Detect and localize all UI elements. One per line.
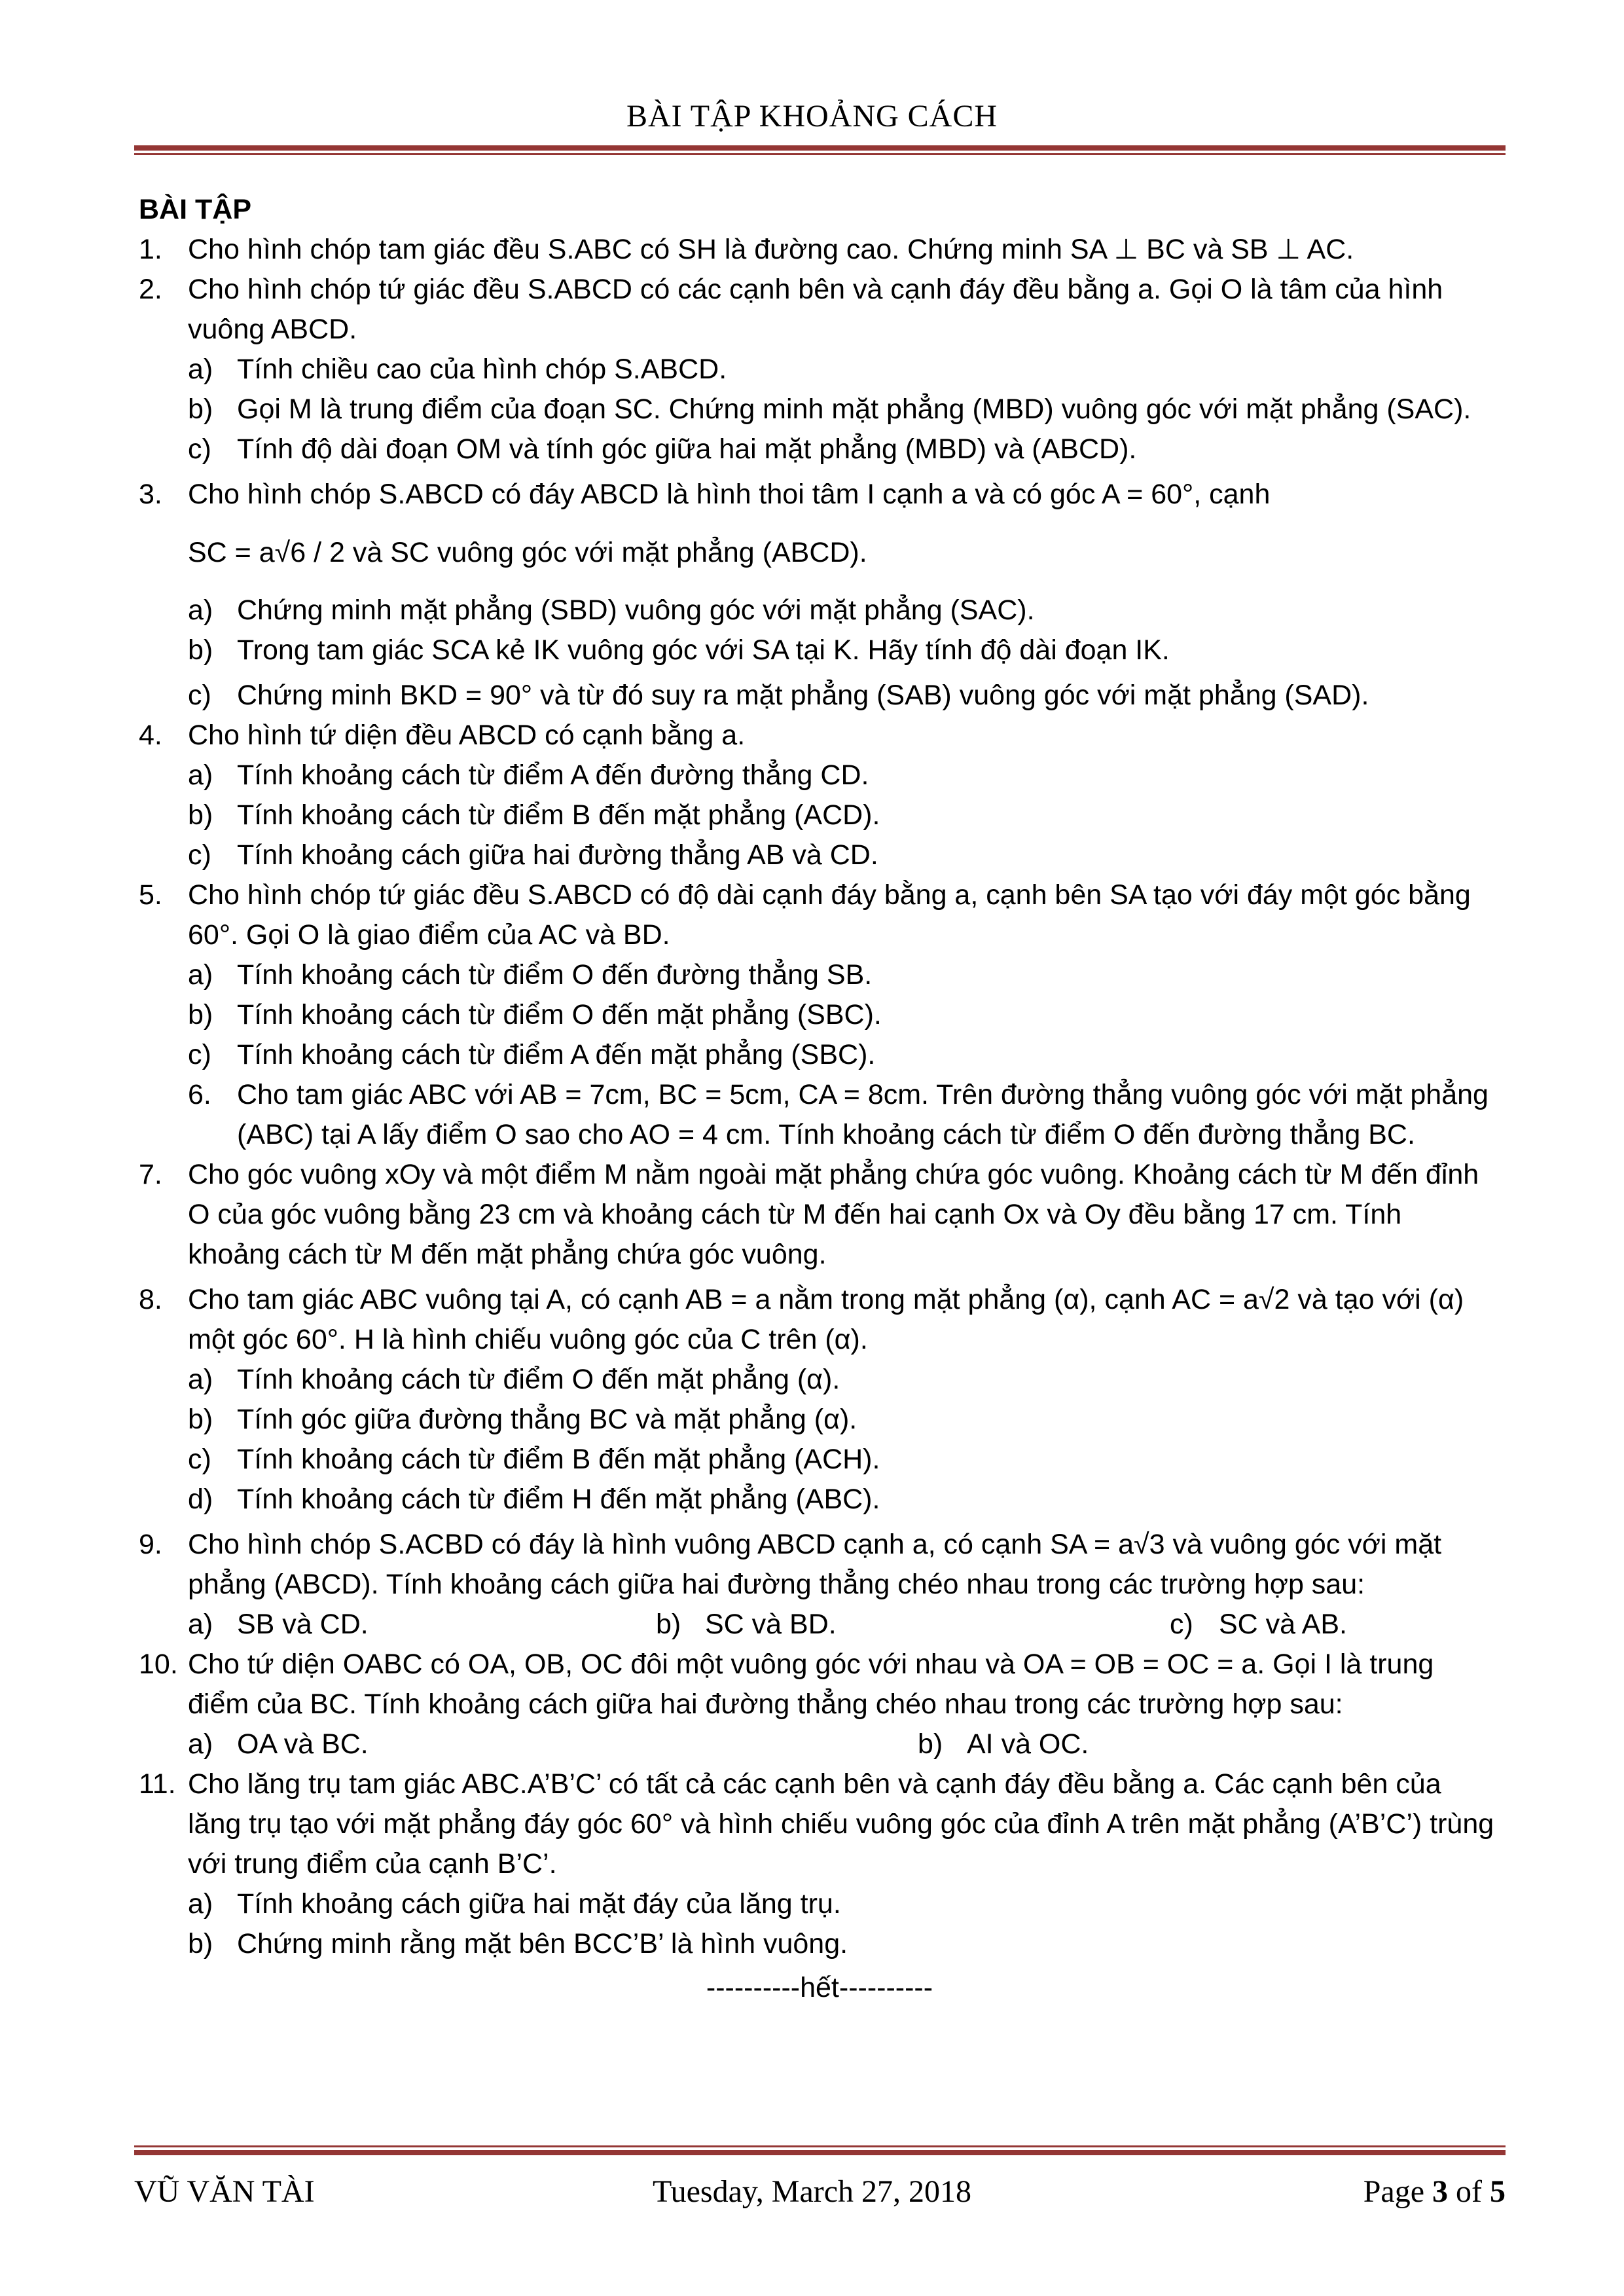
- problem-11: [139, 1764, 1500, 1884]
- problem-9-options: [139, 1605, 1500, 1645]
- problem-7: [139, 1155, 1500, 1275]
- problem-text: Cho hình chóp S.ACBD có đáy là hình vuông ABCD cạnh a, có cạnh SA = a√3 và vuông góc với mặt phẳng (ABCD). Tính khoảng cách giữa hai đường thẳng chéo nhau trong các trường hợp sau:: [188, 1529, 1442, 1600]
- footer-date: Tuesday, March 27, 2018: [652, 2174, 972, 2209]
- footer-page-number: [1363, 2174, 1506, 2210]
- problem-11-b: [139, 1924, 1500, 1964]
- page-current: 3: [1432, 2174, 1449, 2209]
- subitem-text: Tính độ dài đoạn OM và tính góc giữa hai mặt phẳng (MBD) và (ABCD).: [237, 433, 1137, 465]
- problem-text: Cho tứ diện OABC có OA, OB, OC đôi một vuông góc với nhau và OA = OB = OC = a. Gọi I là trung điểm của BC. Tính khoảng cách giữa hai đường thẳng chéo nhau trong các trường hợp sau:: [188, 1649, 1434, 1720]
- problem-text-continued: SC = a√6 / 2 và SC vuông góc với mặt phẳng (ABCD).: [188, 536, 867, 568]
- problem-4-c: [139, 835, 1500, 875]
- problem-text: Cho hình tứ diện đều ABCD có cạnh bằng a.: [188, 720, 746, 751]
- problem-9-c: [1170, 1605, 1347, 1645]
- subitem-text: SC và BD.: [705, 1609, 837, 1640]
- subitem-text: Tính góc giữa đường thẳng BC và mặt phẳng (α).: [237, 1404, 857, 1435]
- problem-4-b: [139, 795, 1500, 835]
- problem-text: Cho hình chóp tam giác đều S.ABC có SH là đường cao. Chứng minh SA ⊥ BC và SB ⊥ AC.: [188, 234, 1354, 265]
- problem-text: Cho lăng trụ tam giác ABC.A’B’C’ có tất cả các cạnh bên và cạnh đáy đều bằng a. Các cạnh bên của lăng trụ tạo với mặt phẳng đáy góc 60° và hình chiếu vuông góc của đỉnh A trên mặt phẳng (A’B’C’) trùng với trung điểm của cạnh B’C’.: [188, 1768, 1494, 1880]
- subitem-text: Tính khoảng cách giữa hai đường thẳng AB và CD.: [237, 839, 878, 871]
- problem-3-b: [139, 630, 1500, 670]
- subitem-text: Tính chiều cao của hình chóp S.ABCD.: [237, 354, 727, 385]
- problem-9: [139, 1525, 1500, 1605]
- problem-4-a: [139, 756, 1500, 795]
- problem-2-a: [139, 350, 1500, 390]
- problem-8-c: [139, 1440, 1500, 1480]
- problem-text: Cho hình chóp S.ABCD có đáy ABCD là hình thoi tâm I cạnh a và có góc A = 60°, cạnh: [188, 479, 1271, 510]
- problem-10-b: [918, 1724, 1089, 1764]
- problem-10-a: [188, 1724, 918, 1764]
- problem-10: [139, 1645, 1500, 1724]
- header-rule-thick: [134, 145, 1506, 151]
- subitem-text: Tính khoảng cách từ điểm O đến đường thẳng SB.: [237, 959, 873, 991]
- problem-5-b: [139, 995, 1500, 1035]
- subitem-label: c): [188, 433, 211, 465]
- problem-number: 3.: [139, 479, 162, 510]
- problem-text: Cho hình chóp tứ giác đều S.ABCD có độ dài cạnh đáy bằng a, cạnh bên SA tạo với đáy một góc bằng 60°. Gọi O là giao điểm của AC và BD.: [188, 879, 1471, 951]
- subitem-text: Tính khoảng cách từ điểm O đến mặt phẳng (α).: [237, 1364, 840, 1395]
- problem-text: Cho tam giác ABC với AB = 7cm, BC = 5cm, CA = 8cm. Trên đường thẳng vuông góc với mặt phẳng (ABC) tại A lấy điểm O sao cho AO = 4 cm. Tính khoảng cách từ điểm O đến đường thẳng BC.: [237, 1079, 1489, 1150]
- subitem-label: a): [188, 1888, 213, 1920]
- subitem-label: a): [188, 759, 213, 791]
- problem-8-d: [139, 1480, 1500, 1520]
- subitem-text: Chứng minh rằng mặt bên BCC’B’ là hình vuông.: [237, 1928, 848, 1959]
- problem-number: 9.: [139, 1529, 162, 1560]
- problem-8: [139, 1280, 1500, 1360]
- subitem-label: b): [188, 799, 213, 831]
- problem-text: Cho góc vuông xOy và một điểm M nằm ngoài mặt phẳng chứa góc vuông. Khoảng cách từ M đến đỉnh O của góc vuông bằng 23 cm và khoảng cách từ M đến hai cạnh Ox và Oy đều bằng 17 cm. Tính khoảng cách từ M đến mặt phẳng chứa góc vuông.: [188, 1159, 1479, 1270]
- problem-3-c: [139, 676, 1500, 716]
- problem-number: 1.: [139, 234, 162, 265]
- exercise-list: [139, 190, 1500, 2008]
- problem-number: 11.: [139, 1768, 176, 1800]
- problem-5-a: [139, 955, 1500, 995]
- page-mid: of: [1448, 2174, 1490, 2209]
- page-header-title: BÀI TẬP KHOẢNG CÁCH: [626, 99, 998, 134]
- subitem-label: c): [188, 680, 211, 711]
- subitem-text: SC và AB.: [1219, 1609, 1347, 1640]
- problem-number: 2.: [139, 274, 162, 305]
- problem-3-formula-line: [139, 515, 1500, 591]
- subitem-text: Tính khoảng cách từ điểm A đến đường thẳng CD.: [237, 759, 869, 791]
- problem-3-a: [139, 591, 1500, 630]
- subitem-label: a): [188, 1609, 213, 1640]
- subitem-text: Tính khoảng cách từ điểm B đến mặt phẳng (ACH).: [237, 1444, 880, 1475]
- subitem-label: a): [188, 959, 213, 991]
- problem-11-a: [139, 1884, 1500, 1924]
- subitem-label: a): [188, 1728, 213, 1760]
- subitem-text: Chứng minh BKD = 90° và từ đó suy ra mặt phẳng (SAB) vuông góc với mặt phẳng (SAD).: [237, 680, 1369, 711]
- problem-text: Cho hình chóp tứ giác đều S.ABCD có các cạnh bên và cạnh đáy đều bằng a. Gọi O là tâm của hình vuông ABCD.: [188, 274, 1443, 345]
- problem-text: Cho tam giác ABC vuông tại A, có cạnh AB = a nằm trong mặt phẳng (α), cạnh AC = a√2 và tạo với (α) một góc 60°. H là hình chiếu vuông góc của C trên (α).: [188, 1284, 1464, 1355]
- subitem-label: b): [188, 393, 213, 425]
- footer-author: VŨ VĂN TÀI: [134, 2174, 315, 2209]
- problem-2-c: [139, 429, 1500, 469]
- subitem-text: Gọi M là trung điểm của đoạn SC. Chứng minh mặt phẳng (MBD) vuông góc với mặt phẳng (SAC).: [237, 393, 1471, 425]
- problem-8-b: [139, 1400, 1500, 1440]
- subitem-label: c): [188, 1444, 211, 1475]
- subitem-text: Tính khoảng cách từ điểm O đến mặt phẳng (SBC).: [237, 999, 882, 1030]
- header-rule-thin: [134, 153, 1506, 155]
- problem-2-b: [139, 390, 1500, 429]
- problem-9-a: [188, 1605, 656, 1645]
- problem-5-c: [139, 1035, 1500, 1075]
- problem-number: 6.: [188, 1079, 211, 1110]
- problem-number: 5.: [139, 879, 162, 911]
- problem-number: 7.: [139, 1159, 162, 1190]
- subitem-label: b): [188, 1928, 213, 1959]
- section-title: BÀI TẬP: [139, 194, 251, 225]
- subitem-label: c): [188, 1039, 211, 1070]
- problem-9-b: [656, 1605, 1170, 1645]
- subitem-label: b): [188, 634, 213, 666]
- subitem-text: OA và BC.: [237, 1728, 369, 1760]
- subitem-label: a): [188, 354, 213, 385]
- problem-8-a: [139, 1360, 1500, 1400]
- subitem-text: Tính khoảng cách từ điểm A đến mặt phẳng (SBC).: [237, 1039, 876, 1070]
- subitem-label: b): [188, 999, 213, 1030]
- problem-3: [139, 475, 1500, 515]
- subitem-text: Tính khoảng cách giữa hai mặt đáy của lăng trụ.: [237, 1888, 841, 1920]
- subitem-label: b): [188, 1404, 213, 1435]
- subitem-label: b): [656, 1609, 681, 1640]
- subitem-label: b): [918, 1728, 943, 1760]
- subitem-text: AI và OC.: [967, 1728, 1089, 1760]
- footer-rule-thick: [134, 2150, 1506, 2155]
- problem-2: [139, 270, 1500, 350]
- subitem-label: c): [1170, 1609, 1193, 1640]
- subitem-label: a): [188, 1364, 213, 1395]
- problem-5: [139, 875, 1500, 955]
- subitem-label: a): [188, 594, 213, 626]
- page-total: 5: [1490, 2174, 1506, 2209]
- subitem-text: Tính khoảng cách từ điểm H đến mặt phẳng (ABC).: [237, 1484, 880, 1515]
- problem-number: 4.: [139, 720, 162, 751]
- problem-10-options: [139, 1724, 1500, 1764]
- subitem-label: c): [188, 839, 211, 871]
- problem-1: [139, 230, 1500, 270]
- problem-6: [139, 1075, 1500, 1155]
- subitem-text: Tính khoảng cách từ điểm B đến mặt phẳng (ACD).: [237, 799, 880, 831]
- problem-4: [139, 716, 1500, 756]
- end-mark: ----------hết----------: [706, 1972, 933, 2003]
- subitem-text: SB và CD.: [237, 1609, 369, 1640]
- footer-rule-thin: [134, 2145, 1506, 2147]
- subitem-text: Trong tam giác SCA kẻ IK vuông góc với SA tại K. Hãy tính độ dài đoạn IK.: [237, 634, 1170, 666]
- subitem-label: d): [188, 1484, 213, 1515]
- problem-number: 10.: [139, 1649, 178, 1680]
- page-prefix: Page: [1363, 2174, 1433, 2209]
- subitem-text: Chứng minh mặt phẳng (SBD) vuông góc với mặt phẳng (SAC).: [237, 594, 1035, 626]
- problem-number: 8.: [139, 1284, 162, 1315]
